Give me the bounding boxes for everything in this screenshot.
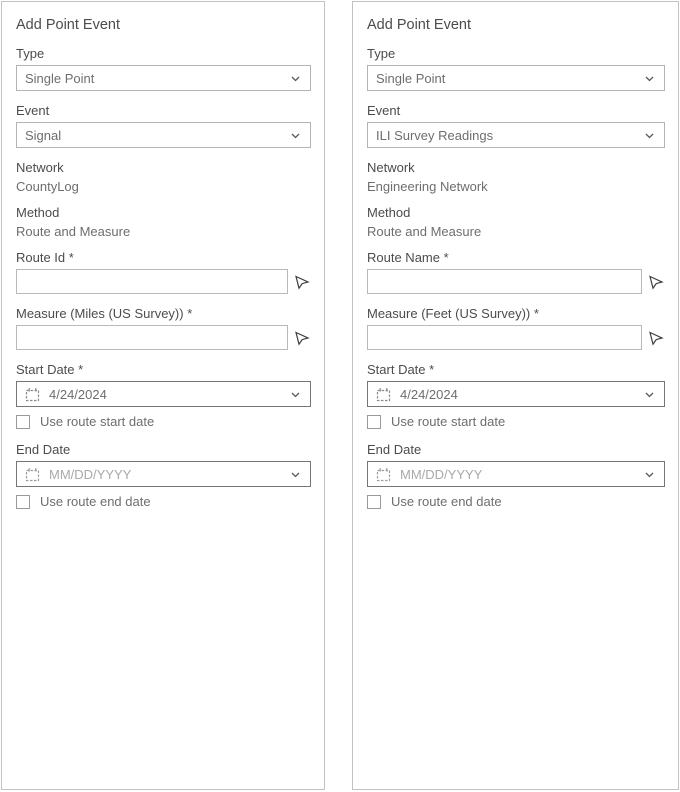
- measure-label: Measure (Miles (US Survey)) *: [16, 306, 193, 321]
- type-select-value: Single Point: [25, 70, 95, 86]
- end-date-placeholder: MM/DD/YYYY: [49, 466, 132, 482]
- chevron-down-icon: [289, 129, 302, 142]
- start-date-picker[interactable]: [367, 381, 665, 407]
- route-name-label: Route Name *: [367, 250, 449, 265]
- use-route-start-date-label: Use route start date: [40, 414, 155, 429]
- use-route-end-date-checkbox[interactable]: [367, 495, 381, 509]
- chevron-down-icon: [643, 72, 656, 85]
- use-route-start-date-row: [367, 414, 665, 430]
- end-date-label: End Date: [16, 442, 71, 457]
- method-value: Route and Measure: [367, 224, 482, 239]
- route-name-input[interactable]: [367, 269, 642, 294]
- map-pick-arrow-icon[interactable]: [647, 330, 665, 346]
- chevron-down-icon: [643, 388, 656, 401]
- use-route-start-date-label: Use route start date: [391, 414, 506, 429]
- chevron-down-icon: [289, 72, 302, 85]
- use-route-start-date-checkbox[interactable]: [367, 415, 381, 429]
- event-label: Event: [16, 103, 50, 118]
- add-point-event-panel-left: [1, 1, 325, 790]
- end-date-picker[interactable]: [16, 461, 311, 487]
- method-value: Route and Measure: [16, 224, 131, 239]
- use-route-end-date-row: [16, 494, 311, 510]
- page-title: Add Point Event: [16, 17, 120, 33]
- calendar-icon: [376, 467, 391, 482]
- start-date-picker[interactable]: [16, 381, 311, 407]
- event-select-value: Signal: [25, 127, 62, 143]
- route-id-label: Route Id *: [16, 250, 74, 265]
- start-date-value: 4/24/2024: [400, 386, 458, 402]
- end-date-placeholder: MM/DD/YYYY: [400, 466, 483, 482]
- use-route-start-date-row: [16, 414, 311, 430]
- type-select[interactable]: [367, 65, 665, 91]
- type-select-value: Single Point: [376, 70, 446, 86]
- use-route-end-date-checkbox[interactable]: [16, 495, 30, 509]
- event-select[interactable]: [16, 122, 311, 148]
- map-pick-arrow-icon[interactable]: [293, 330, 311, 346]
- chevron-down-icon: [289, 468, 302, 481]
- map-pick-arrow-icon[interactable]: [647, 274, 665, 290]
- event-select-value: ILI Survey Readings: [376, 127, 494, 143]
- end-date-label: End Date: [367, 442, 422, 457]
- type-select[interactable]: [16, 65, 311, 91]
- measure-input[interactable]: [367, 325, 642, 350]
- add-point-event-panel-right: [352, 1, 679, 790]
- type-label: Type: [16, 46, 45, 61]
- method-label: Method: [16, 205, 60, 220]
- use-route-end-date-label: Use route end date: [391, 494, 502, 509]
- measure-input[interactable]: [16, 325, 288, 350]
- measure-label: Measure (Feet (US Survey)) *: [367, 306, 539, 321]
- start-date-label: Start Date *: [16, 362, 84, 377]
- event-select[interactable]: [367, 122, 665, 148]
- chevron-down-icon: [289, 388, 302, 401]
- start-date-value: 4/24/2024: [49, 386, 107, 402]
- calendar-icon: [25, 467, 40, 482]
- network-label: Network: [367, 160, 415, 175]
- event-label: Event: [367, 103, 401, 118]
- end-date-picker[interactable]: [367, 461, 665, 487]
- type-label: Type: [367, 46, 396, 61]
- method-label: Method: [367, 205, 411, 220]
- network-label: Network: [16, 160, 64, 175]
- chevron-down-icon: [643, 468, 656, 481]
- chevron-down-icon: [643, 129, 656, 142]
- calendar-icon: [25, 387, 40, 402]
- calendar-icon: [376, 387, 391, 402]
- network-value: CountyLog: [16, 179, 79, 194]
- use-route-start-date-checkbox[interactable]: [16, 415, 30, 429]
- use-route-end-date-label: Use route end date: [40, 494, 151, 509]
- route-id-input[interactable]: [16, 269, 288, 294]
- use-route-end-date-row: [367, 494, 665, 510]
- start-date-label: Start Date *: [367, 362, 435, 377]
- network-value: Engineering Network: [367, 179, 488, 194]
- page-title: Add Point Event: [367, 17, 471, 33]
- map-pick-arrow-icon[interactable]: [293, 274, 311, 290]
